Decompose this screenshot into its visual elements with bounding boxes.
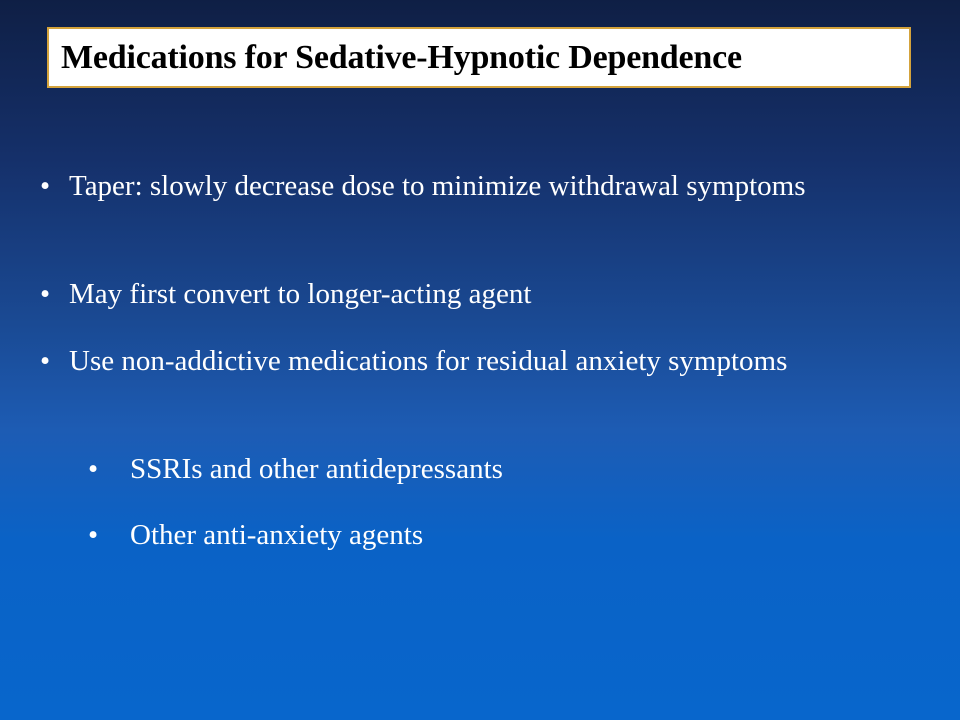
bullet-text: May first convert to longer-acting agent — [69, 278, 532, 310]
sub-bullet-dot-icon: • — [88, 453, 99, 485]
bullet-dot-icon: • — [40, 345, 51, 377]
sub-bullet-text: SSRIs and other antidepressants — [130, 453, 503, 485]
sub-bullet-item-anti-anxiety — [88, 517, 888, 553]
bullet-text: Use non-addictive medications for residual anxiety symptoms — [69, 345, 788, 377]
bullet-text: Taper: slowly decrease dose to minimize withdrawal symptoms — [69, 170, 806, 202]
bullet-item-non-addictive — [40, 343, 922, 379]
sub-bullet-dot-icon: • — [88, 519, 99, 551]
slide-title: Medications for Sedative-Hypnotic Dependence — [61, 38, 742, 76]
bullet-item-convert — [40, 276, 922, 312]
sub-bullet-item-ssris — [88, 451, 888, 487]
bullet-item-taper — [40, 168, 922, 204]
bullet-dot-icon: • — [40, 278, 51, 310]
bullet-dot-icon: • — [40, 170, 51, 202]
sub-bullet-text: Other anti-anxiety agents — [130, 519, 424, 551]
